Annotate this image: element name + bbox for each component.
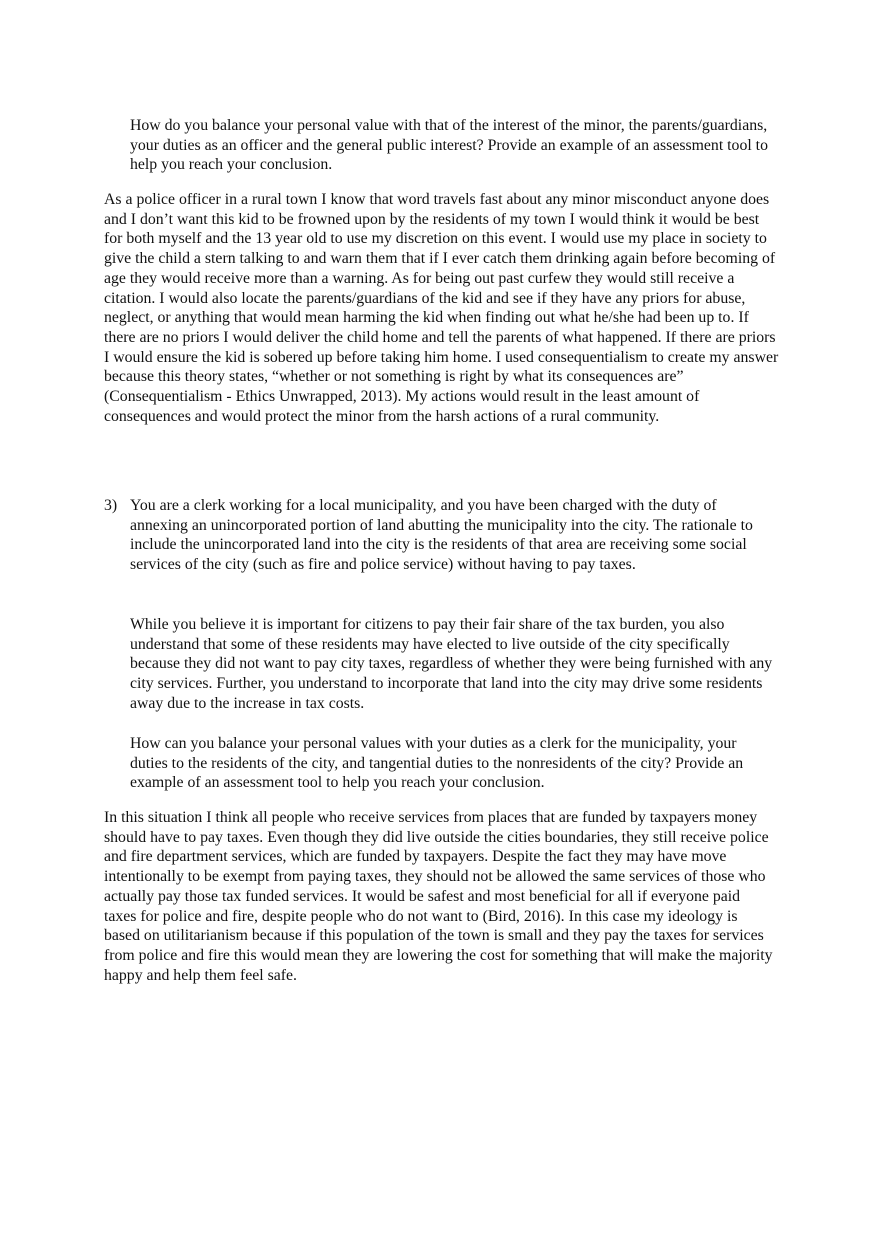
question-3-number: 3)	[104, 497, 118, 514]
question-3-paragraph-3: How can you balance your personal values with your duties as a clerk for the municipality, your duties to the residents of the city, and tangential duties to the nonresidents of the city? Provide an example of an assessment tool to help you reach your conclusion.	[130, 735, 744, 792]
question-3-paragraph-2: While you believe it is important for citizens to pay their fair share of the tax burden, you also understand that some of these residents may have elected to live outside of the city specifically because they did not want to pay city taxes, regardless of whether they were being furnished with any city services. Further, you understand to incorporate that land into the city may drive some residents away due to the increase in tax costs.	[130, 616, 773, 712]
question-1-prompt: How do you balance your personal value with that of the interest of the minor, the parents/guardians, your duties as an officer and the general public interest? Provide an example of an assessment tool to help you reach your conclusion.	[130, 117, 768, 174]
question-3-paragraph-1: You are a clerk working for a local municipality, and you have been charged with the duty of annexing an unincorporated portion of land abutting the municipality into the city. The rationale to include the unincorporated land into the city is the residents of that area are receiving some social services of the city (such as fire and police service) without having to pay taxes.	[130, 497, 753, 574]
answer-3-paragraph: In this situation I think all people who receive services from places that are funded by taxpayers money should have to pay taxes. Even though they did live outside the cities boundaries, they still receive police and fire department services, which are funded by taxpayers. Despite the fact they may have move intentionally to be exempt from paying taxes, they should not be allowed the same services of those who actually pay those tax funded services. It would be safest and most beneficial for all if everyone paid taxes for police and fire, despite people who do not want to (Bird, 2016). In this case my ideology is based on utilitarianism because if this population of the town is small and they pay the taxes for services from police and fire this would mean they are lowering the cost for something that will make the majority happy and help them feel safe.	[104, 809, 773, 984]
answer-1-paragraph: As a police officer in a rural town I know that word travels fast about any minor misconduct anyone does and I don’t want this kid to be frowned upon by the residents of my town I would think it would be best for both myself and the 13 year old to use my discretion on this event. I would use my place in society to give the child a stern talking to and warn them that if I ever catch them drinking again before becoming of age they would receive more than a warning. As for being out past curfew they would still receive a citation. I would also locate the parents/guardians of the kid and see if they have any priors for abuse, neglect, or anything that would mean harming the kid when finding out what he/she had been up to. If there are no priors I would deliver the child home and tell the parents of what happened. If there are priors I would ensure the kid is sobered up before taking him home. I used consequentialism to create my answer because this theory states, “whether or not something is right by what its consequences are” (Consequentialism - Ethics Unwrapped, 2013). My actions would result in the least amount of consequences and would protect the minor from the harsh actions of a rural community.	[104, 191, 779, 425]
